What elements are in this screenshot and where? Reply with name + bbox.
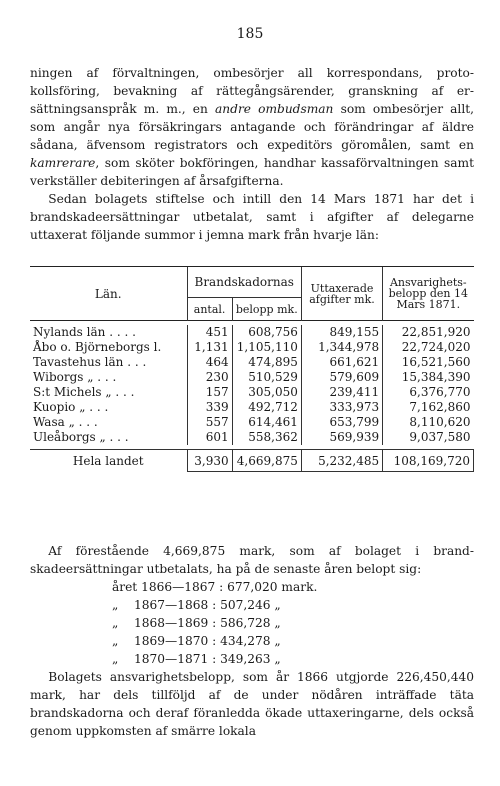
cell-ansvar: 22,851,920: [383, 325, 474, 340]
cell-antal: 157: [187, 385, 232, 400]
cell-belopp: 492,712: [232, 400, 301, 415]
cell-antal: 464: [187, 355, 232, 370]
para1-emphasis-ombudsman: andre ombudsman: [215, 102, 334, 116]
body-text-bottom: [30, 542, 474, 740]
table-row: [30, 355, 474, 370]
para1-part2: som ombesörjer allt, som angår nya försäkringars antagande och förändringar af äldre sådana, äfvensom registrators och expeditörs göromålen, samt en: [30, 102, 475, 152]
table-total-row: [30, 450, 474, 472]
table-body: [30, 321, 474, 472]
table-row: [30, 340, 474, 355]
cell-ansvar: 8,110,620: [383, 415, 474, 430]
total-belopp: 4,669,875: [232, 450, 301, 472]
cell-ansvar: 16,521,560: [383, 355, 474, 370]
cell-belopp: 305,050: [232, 385, 301, 400]
paragraph-summary-intro: [30, 190, 474, 244]
cell-lan: Nylands län . . . .: [33, 325, 136, 339]
cell-uttaxerade: 579,609: [301, 370, 382, 385]
header-ansvarighetsbelopp: Ansvarighetsbelopp den 14 Mars 1871.: [383, 267, 474, 321]
year-line: „ 1869—1870 : 434,278 „: [112, 634, 281, 648]
cell-belopp: 608,756: [232, 325, 301, 340]
cell-uttaxerade: 569,939: [301, 430, 382, 445]
cell-uttaxerade: 849,155: [301, 325, 382, 340]
cell-ansvar: 22,724,020: [383, 340, 474, 355]
cell-ansvar: 7,162,860: [383, 400, 474, 415]
yearly-amounts-list: [112, 578, 474, 668]
cell-lan: Kuopio „ . . .: [33, 400, 109, 414]
para2-text: Sedan bolagets stiftelse och intill den 14 Mars 1871 har det i brandskadeersättningar utbetalat, samt i afgifter af delegarne uttaxerat följande summor i jemna mark från hvarje län:: [30, 192, 474, 242]
header-brandskadornas: Brandskadornas: [187, 267, 301, 298]
cell-uttaxerade: 661,621: [301, 355, 382, 370]
table-row: [30, 415, 474, 430]
year-line: „ 1870—1871 : 349,263 „: [112, 652, 281, 666]
cell-antal: 339: [187, 400, 232, 415]
year-line: „ 1867—1868 : 507,246 „: [112, 598, 281, 612]
para3-text: Af förestående 4,669,875 mark, som af bolaget i brandskadeersättningar utbetalats, ha på de senaste åren belopt sig:: [30, 544, 474, 576]
cell-uttaxerade: 239,411: [301, 385, 382, 400]
table-row: [30, 385, 474, 400]
header-lan: Län.: [94, 286, 122, 301]
para1-part1: ningen af förvaltningen, ombesörjer all korrespondans, protokollsföring, bevakning af rättegångsärender, granskning af ersättningsanspråk m. m., en: [30, 66, 474, 116]
header-antal: antal.: [187, 298, 232, 321]
year-line-first: året 1866—1867 : 677,020 mark.: [112, 580, 318, 594]
table-row: [30, 325, 474, 340]
cell-lan: Åbo o. Björneborgs l.: [33, 340, 162, 354]
total-antal: 3,930: [187, 450, 232, 472]
cell-lan: Tavastehus län . . .: [33, 355, 147, 369]
cell-lan: S:t Michels „ . . .: [33, 385, 135, 399]
cell-antal: 230: [187, 370, 232, 385]
cell-uttaxerade: 333,973: [301, 400, 382, 415]
cell-ansvar: 15,384,390: [383, 370, 474, 385]
page-number: 185: [236, 26, 264, 42]
cell-lan: Wiborgs „ . . .: [33, 370, 117, 384]
cell-antal: 1,131: [187, 340, 232, 355]
cell-ansvar: 9,037,580: [383, 430, 474, 445]
table-row: [30, 400, 474, 415]
cell-belopp: 1,105,110: [232, 340, 301, 355]
body-text-top: [30, 64, 474, 244]
cell-lan: Uleåborgs „ . . .: [33, 430, 129, 444]
cell-belopp: 558,362: [232, 430, 301, 445]
cell-belopp: 474,895: [232, 355, 301, 370]
cell-antal: 601: [187, 430, 232, 445]
county-statistics-table: [30, 266, 474, 472]
cell-antal: 557: [187, 415, 232, 430]
cell-uttaxerade: 653,799: [301, 415, 382, 430]
table-row: [30, 370, 474, 385]
cell-antal: 451: [187, 325, 232, 340]
cell-ansvar: 6,376,770: [383, 385, 474, 400]
paragraph-organisation: [30, 64, 474, 190]
year-line: „ 1868—1869 : 586,728 „: [112, 616, 281, 630]
header-belopp: belopp mk.: [232, 298, 301, 321]
header-uttaxerade: Uttaxerade afgifter mk.: [301, 267, 382, 321]
cell-belopp: 510,529: [232, 370, 301, 385]
total-ansvar: 108,169,720: [383, 450, 474, 472]
total-uttaxerade: 5,232,485: [301, 450, 382, 472]
cell-belopp: 614,461: [232, 415, 301, 430]
para1-part3: , som sköter bokföringen, handhar kassaförvaltningen samt verkställer debiteringen af årsafgifterna.: [30, 156, 474, 188]
cell-lan: Wasa „ . . .: [33, 415, 98, 429]
total-label: Hela landet: [72, 454, 144, 469]
table-row: [30, 430, 474, 445]
para1-emphasis-kamrerare: kamrerare: [30, 156, 96, 170]
para4-text: Bolagets ansvarighetsbelopp, som år 1866 utgjorde 226,450,440 mark, har dels tillföljd af de under nödåren inträffade täta brandskadorna och deraf föranledda ökade uttaxeringarne, dels också genom uppkomsten af smärre lokala: [30, 670, 474, 738]
cell-uttaxerade: 1,344,978: [301, 340, 382, 355]
